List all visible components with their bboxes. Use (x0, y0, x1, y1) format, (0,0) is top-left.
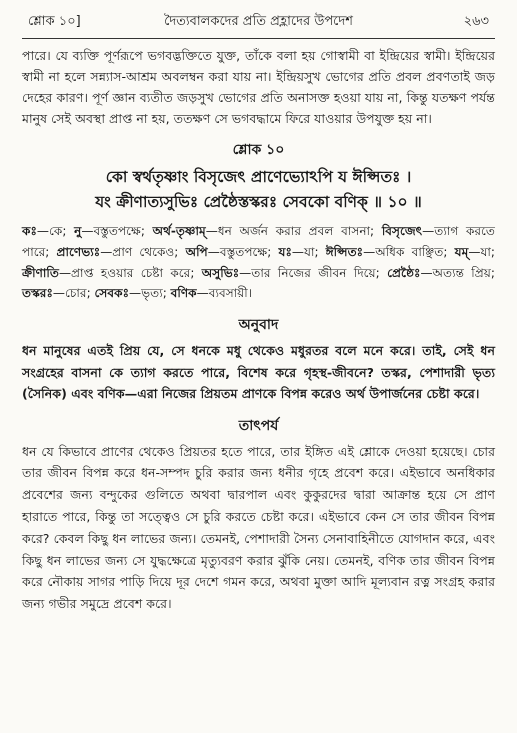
term-meaning: বস্তুতপক্ষে; (219, 244, 279, 259)
sanskrit-term: প্রাণেভ্যঃ (56, 244, 101, 259)
sanskrit-term: অর্থ-তৃষ্ণাম্ (152, 224, 206, 238)
term-meaning: যা; (480, 244, 495, 259)
term-meaning: অত্যন্ত প্রিয়; (432, 265, 495, 280)
term-meaning: ব্যবসায়ী। (208, 286, 253, 301)
term-meaning: তার নিজের জীবন দিয়ে; (251, 265, 388, 280)
term-meaning: ত্যাগ করতে পারে; (22, 224, 495, 259)
sanskrit-term: বণিক (170, 286, 197, 301)
sanskrit-term: অপি (185, 244, 208, 259)
sanskrit-term: যম্ (454, 244, 469, 259)
sanskrit-term: ক্রীণাতি (22, 265, 59, 280)
translation-text: ধন মানুষের এতই প্রিয় যে, সে ধনকে মধু থেকেও মধুরতর বলে মনে করে। তাই, সেই ধন সংগ্রহের বাসনা কে ত্যাগ করতে পারে, বিশেষ করে গৃহস্থ-জীবনে? তস্কর, পেশাদারী ভৃত্য (সৈনিক) এবং বণিক—এরা নিজের প্রিয়তম প্রাণকে বিপন্ন করেও অর্থ উপার্জনের চেষ্টা করে। (22, 343, 495, 402)
verse-line: কো স্বর্থতৃষ্ণাং বিসৃজেৎ প্রাণেভ্যোঽপি য ঈপ্সিতঃ । (105, 168, 412, 186)
sanskrit-term: বিসৃজেৎ (381, 224, 423, 238)
running-header (22, 12, 495, 34)
purport-text: ধন যে কিভাবে প্রাণের থেকেও প্রিয়তর হতে পারে, তার ইঙ্গিত এই শ্লোকে দেওয়া হয়েছে। চোর তার জীবন বিপন্ন করে ধন-সম্পদ চুরি করার জন্য ধনীর গৃহে প্রবেশ করে। এইভাবে অনধিকার প্রবেশের জন্য বন্দুকের গুলিতে অথবা দ্বারপাল এবং কুকুরদের দ্বারা আক্রান্ত হয়ে সে প্রাণ হারাতে পারে, কিন্তু তা সত্ত্বেও সে চুরি করতে চেষ্টা করে। এইভাবে কেন সে তার জীবন বিপন্ন করে? কেবল কিছু ধন লাভের জন্য। তেমনই, পেশাদারী সৈন্য সেনাবাহিনীতে যোগদান করে, এবং কিছু ধন লাভের জন্য সে যুদ্ধক্ষেত্রে মৃত্যুবরণ করার ঝুঁকি নেয়। তেমনই, বণিক তার জীবন বিপন্ন করে নৌকায় সাগর পাড়ি দিয়ে দূর দেশে গমন করে, অথবা মুক্তা আদি মূল্যবান রত্ন সংগ্রহ করার জন্য গভীর সমুদ্রে প্রবেশ করে। (22, 443, 495, 612)
purport-heading: তাৎপর্য (238, 417, 279, 434)
term-meaning: বস্তুতপক্ষে; (93, 224, 153, 238)
term-meaning: প্রাণ থেকেও; (112, 244, 186, 259)
term-meaning: ধন অর্জন করার প্রবল বাসনা; (217, 224, 382, 238)
verse-line: যং ক্রীণাত্যসুভিঃ প্রেষ্ঠৈস্তস্করঃ সেবকো বণিক্ ॥ ১০ ॥ (95, 193, 422, 211)
verse-heading: শ্লোক ১০ (232, 142, 285, 158)
sanskrit-term: সেবকঃ (94, 286, 130, 301)
sanskrit-term: ঈপ্সিতঃ (325, 244, 364, 259)
page-number: ২৬৩ (463, 14, 489, 29)
translation-heading: অনুবাদ (238, 317, 279, 334)
sanskrit-term: প্রেষ্ঠৈঃ (387, 265, 421, 280)
header-rule (22, 38, 495, 39)
sanskrit-term: যঃ (278, 244, 292, 259)
intro-paragraph: পারে। যে ব্যক্তি পূর্ণরূপে ভগবদ্ভক্তিতে যুক্ত, তাঁকে বলা হয় গোস্বামী বা ইন্দ্রিয়ের স্বামী। ইন্দ্রিয়ের স্বামী না হলে সন্ন্যাস-আশ্রম অবলম্বন করা যায় না। ইন্দ্রিয়সুখ ভোগের প্রতি প্রবল প্রবণতাই জড় দেহের কারণ। পূর্ণ জ্ঞান ব্যতীত জড়সুখ ভোগের প্রতি অনাসক্ত হওয়া যায় না, কিন্তু যতক্ষণ পর্যন্ত মানুষ সেই অবস্থা প্রাপ্ত না হয়, ততক্ষণ সে ভগবদ্ধামে ফিরে যাওয়ার উপযুক্ত হয় না। (22, 48, 495, 126)
term-meaning: চোর; (64, 286, 95, 301)
sanskrit-term: কঃ (22, 224, 37, 238)
sanskrit-term: তস্করঃ (22, 286, 53, 301)
term-meaning: অধিক বাঞ্ছিত; (375, 244, 455, 259)
word-for-word-meanings: কঃ—কে; নু—বস্তুতপক্ষে; অর্থ-তৃষ্ণাম্—ধন অর্জন করার প্রবল বাসনা; বিসৃজেৎ—ত্যাগ করতে পারে; প্রাণেভ্যঃ—প্রাণ থেকেও; অপি—বস্তুতপক্ষে; যঃ—যা; ঈপ্সিতঃ—অধিক বাঞ্ছিত; যম্—যা; ক্রীণাতি—প্রাপ্ত হওয়ার চেষ্টা করে; অসুভিঃ—তার নিজের জীবন দিয়ে; প্রেষ্ঠৈঃ—অত্যন্ত প্রিয়; তস্করঃ—চোর; সেবকঃ—ভৃত্য; বণিক—ব্যবসায়ী। (22, 224, 495, 301)
sanskrit-term: অসুভিঃ (201, 265, 240, 280)
chapter-title: দৈত্যবালকদের প্রতি প্রহ্লাদের উপদেশ (164, 14, 353, 29)
term-meaning: যা; (304, 244, 326, 259)
term-meaning: ভৃত্য; (141, 286, 171, 301)
sanskrit-term: নু (74, 224, 82, 238)
term-meaning: কে; (49, 224, 75, 238)
term-meaning: প্রাপ্ত হওয়ার চেষ্টা করে; (71, 265, 202, 280)
verse-reference: শ্লোক ১০] (28, 14, 81, 29)
